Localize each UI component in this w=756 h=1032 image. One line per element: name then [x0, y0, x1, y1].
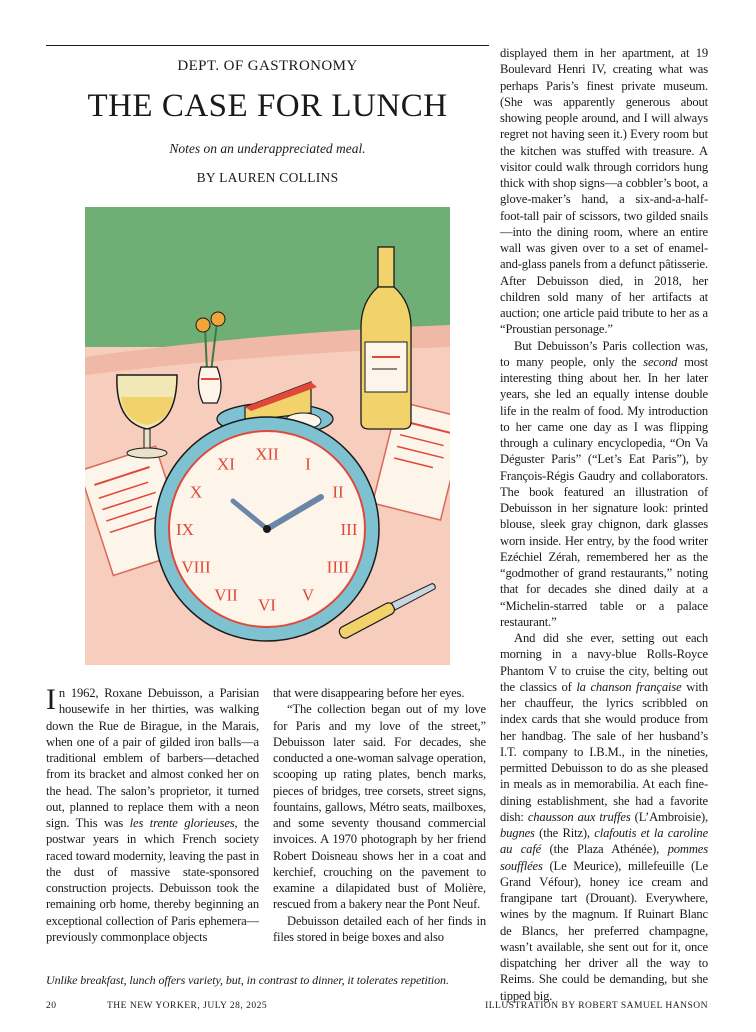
clock-numeral: I [305, 454, 311, 474]
clock-numeral: III [340, 520, 358, 539]
body-column-3 [500, 45, 708, 1004]
publication-line: THE NEW YORKER, JULY 28, 2025 [107, 1001, 268, 1011]
clock-numeral: VIII [181, 557, 211, 577]
article-title: THE CASE FOR LUNCH [87, 88, 448, 124]
byline: BY LAUREN COLLINS [196, 170, 339, 185]
paragraph: Debuisson detailed each of her finds in files stored in beige boxes and also [273, 913, 486, 944]
page-number: 20 [46, 1001, 57, 1011]
paragraph: displayed them in her apartment, at 19 Boulevard Henri IV, creating what was perhaps Paris’s finest private museum. (She was apparently generous about showing people around, and I will always regret not having seen it.) Every room but the kitchen was stuffed with treasure. A visitor could walk through corridors hung thick with shop signs—a cobbler’s boot, a glove-maker’s hand, a six-and-a-half-foot-tall pair of scissors, two gilded snails—into the dining room, where an entire wall was given over to a set of enamel-and-glass panels from a defunct pâtisserie. After Debuisson died, in 2018, her children sold many of her artifacts at auction; one article paid tribute to her as a “Proustian personage.” [500, 46, 708, 337]
top-rule [46, 45, 489, 46]
clock-numeral: V [301, 585, 315, 605]
department-label: DEPT. OF GASTRONOMY [177, 58, 358, 74]
clock-numeral: X [189, 482, 203, 502]
clock-numeral: IX [176, 520, 194, 539]
pull-quote-caption: Unlike breakfast, lunch offers variety, but, in contrast to dinner, it tolerates repetition. [46, 973, 449, 987]
drop-cap: I [46, 683, 56, 716]
paragraph: And did she ever, setting out each morning in a navy-blue Rolls-Royce Phantom V to cruise the city, belting out the classics of la chanson française with her chauffeur, the lyrics scribbled on index cards that she would produce from her handbag. The sale of her husband’s I.T. company to I.B.M., in the nineties, permitted Debuisson to do as she pleased in meals as in memorabilia. At each fine-dining establishment, she had a favorite dish: chausson aux truffes (L’Ambroisie), bugnes (the Ritz), clafoutis et la caroline au café (the Plaza Athénée), pommes soufflées (Le Meurice), millefeuille (Le Grand Véfour), honey ice cream and frangipane tart (Drouant). Everywhere, wines by the magnum. If Ruinart Blanc de Blancs, her preferred champagne, wasn’t available, she sent out for it, once dispatching her driver all the way to Reims. She could be demanding, but she tipped big. [500, 631, 709, 1003]
clock-numeral: XI [217, 454, 235, 474]
lunch-illustration [85, 207, 450, 665]
paragraph: “The collection began out of my love for Paris and my love of the street,” Debuisson later said. For decades, she conducted a one-woman salvage operation, scooping up rating plates, bench marks, pieces of bridges, tree corsets, street signs, fountains, gallows, Métro seats, mailboxes, and some seventy thousand commercial invoices. A 1970 photograph by her friend Robert Doisneau shows her in a coat and kerchief, crouching on the pavement to examine a dilapidated bust of Molière, rescued from a bakery near the Pont Neuf. [273, 702, 486, 912]
clock-numeral: II [332, 482, 344, 502]
paragraph: But Debuisson’s Paris collection was, to many people, only the second most interesting thing about her. In her later years, she led an equally intense double life in the realm of food. My introduction to her came one day as I was flipping through a culinary encyclopedia, “On Va Déguster Paris” (“Let’s Eat Paris”), by François-Régis Gaudry and collaborators. The book featured an illustration of Debuisson in her signature look: printed blouse, sleek gray chignon, dark glasses worn inside. Her entry, by the food writer Ezéchiel Zérah, remembered her as the “godmother of grand restaurants,” noting that for decades she dined daily at a “Michelin-starred table or a palace restaurant.” [500, 338, 708, 629]
clock-plate [155, 417, 379, 641]
clock-numeral: VI [258, 595, 276, 615]
illustration-credit: ILLUSTRATION BY ROBERT SAMUEL HANSON [485, 1001, 708, 1011]
article-subtitle: Notes on an underappreciated meal. [169, 141, 366, 156]
clock-numeral: IIII [326, 557, 350, 577]
body-column-1 [46, 685, 259, 945]
clock-numeral: XII [255, 444, 279, 464]
body-column-2 [273, 685, 486, 945]
paragraph: that were disappearing before her eyes. [273, 686, 465, 700]
opening-paragraph: In 1962, Roxane Debuisson, a Parisian housewife in her thirties, was walking down the Rue de Birague, in the Marais, when one of a pair of gilded iron balls—a traditional emblem of barbers—detached from its bracket and almost conked her on the head. The salon’s proprietor, it turned out, planned to replace them with a neon sign. This was les trente glorieuses, the postwar years in which French society raced toward modernity, leaving the past in the dust of massive state-sponsored construction projects. Debuisson took the remaining orb home, thereby beginning an exceptional collection of Paris ephemera—previously commonplace objects [46, 683, 259, 944]
clock-numeral: VII [214, 585, 238, 605]
